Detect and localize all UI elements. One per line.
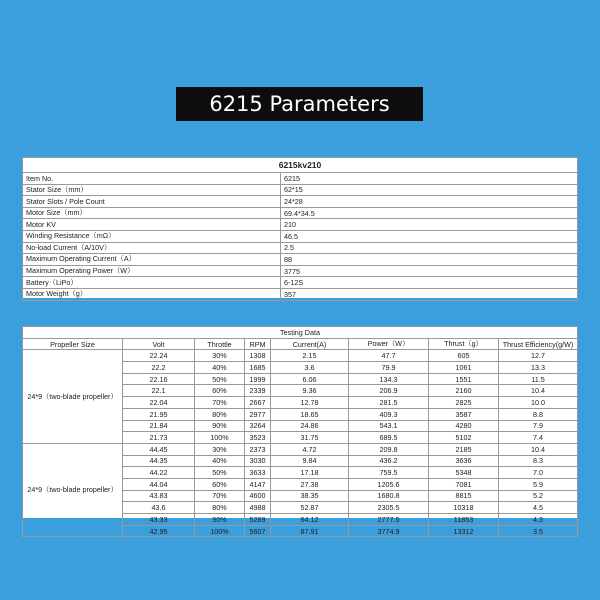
testing-cell: 9.84 [271,455,349,467]
testing-cell: 3030 [245,455,271,467]
testing-cell: 10.4 [499,443,578,455]
testing-cell: 22.1 [123,385,195,397]
testing-cell: 5102 [429,432,499,444]
testing-cell: 27.38 [271,478,349,490]
parameter-value: 69.4*34.5 [281,207,578,219]
testing-cell: 4.72 [271,443,349,455]
testing-cell: 7081 [429,478,499,490]
parameter-value: 46.5 [281,230,578,242]
testing-cell: 4147 [245,478,271,490]
testing-cell: 30% [195,350,245,362]
testing-cell: 3587 [429,408,499,420]
testing-cell: 4.3 [499,514,578,526]
parameter-value: 6-12S [281,277,578,289]
parameter-value: 24*28 [281,196,578,208]
testing-cell: 40% [195,455,245,467]
testing-cell: 22.16 [123,373,195,385]
testing-cell: 10.4 [499,385,578,397]
parameter-value: 2.5 [281,242,578,254]
testing-cell: 1061 [429,362,499,374]
parameter-value: 88 [281,254,578,266]
parameter-row [23,184,578,196]
testing-cell: 47.7 [349,350,429,362]
parameter-label: Maximum Operating Current（A） [23,254,281,266]
testing-cell: 13312 [429,525,499,537]
testing-cell: 100% [195,525,245,537]
testing-data-panel [22,326,578,536]
testing-cell: 31.75 [271,432,349,444]
testing-cell: 70% [195,397,245,409]
parameter-label: No-load Current（A/10V） [23,242,281,254]
testing-header-cell: Thrust Efficiency(g/W) [499,338,578,350]
testing-cell: 22.2 [123,362,195,374]
testing-cell: 70% [195,490,245,502]
parameters-table [22,157,578,301]
testing-cell: 543.1 [349,420,429,432]
testing-cell: 87.91 [271,525,349,537]
parameter-value: 210 [281,219,578,231]
testing-cell: 3.6 [271,362,349,374]
propeller-size-cell: 24*9（two-blade propeller） [23,350,123,444]
testing-cell: 7.0 [499,467,578,479]
testing-cell: 5289 [245,514,271,526]
propeller-size-cell: 24*9（two-blade propeller） [23,443,123,537]
testing-cell: 64.12 [271,514,349,526]
testing-cell: 21.84 [123,420,195,432]
page-title: 6215 Parameters [176,87,423,121]
testing-cell: 2185 [429,443,499,455]
testing-header-cell: Throttle [195,338,245,350]
testing-cell: 90% [195,420,245,432]
testing-cell: 134.3 [349,373,429,385]
parameter-row [23,254,578,266]
testing-cell: 22.24 [123,350,195,362]
testing-cell: 2977 [245,408,271,420]
parameter-label: Stator Size（mm） [23,184,281,196]
testing-cell: 12.7 [499,350,578,362]
testing-cell: 1680.8 [349,490,429,502]
parameters-panel [22,157,578,298]
testing-cell: 3.5 [499,525,578,537]
testing-cell: 3774.9 [349,525,429,537]
parameters-heading-row [23,158,578,173]
testing-cell: 52.87 [271,502,349,514]
testing-row [23,443,578,455]
testing-cell: 44.35 [123,455,195,467]
testing-cell: 1551 [429,373,499,385]
testing-data-table [22,326,578,537]
testing-cell: 40% [195,362,245,374]
testing-cell: 80% [195,502,245,514]
testing-cell: 206.9 [349,385,429,397]
testing-cell: 689.5 [349,432,429,444]
testing-cell: 4280 [429,420,499,432]
testing-cell: 2305.5 [349,502,429,514]
testing-cell: 1308 [245,350,271,362]
testing-header-cell: RPM [245,338,271,350]
testing-cell: 42.95 [123,525,195,537]
testing-cell: 44.04 [123,478,195,490]
testing-cell: 21.95 [123,408,195,420]
parameter-value: 3775 [281,265,578,277]
testing-cell: 3633 [245,467,271,479]
testing-cell: 3264 [245,420,271,432]
parameter-label: Stator Slots / Pole Count [23,196,281,208]
testing-caption: Testing Data [23,327,578,339]
testing-row [23,350,578,362]
testing-cell: 60% [195,385,245,397]
testing-cell: 11853 [429,514,499,526]
parameter-label: Motor Size（mm） [23,207,281,219]
testing-cell: 7.9 [499,420,578,432]
testing-cell: 1685 [245,362,271,374]
parameter-row [23,230,578,242]
testing-caption-row [23,327,578,339]
parameter-label: Maximum Operating Power（W） [23,265,281,277]
testing-cell: 43.33 [123,514,195,526]
parameters-heading: 6215kv210 [23,158,578,173]
testing-header-cell: Power（W） [349,338,429,350]
parameter-row [23,219,578,231]
testing-cell: 17.18 [271,467,349,479]
testing-cell: 2160 [429,385,499,397]
testing-cell: 6.06 [271,373,349,385]
testing-cell: 409.3 [349,408,429,420]
testing-cell: 5.2 [499,490,578,502]
testing-cell: 4600 [245,490,271,502]
testing-cell: 2777.5 [349,514,429,526]
testing-cell: 44.45 [123,443,195,455]
testing-cell: 50% [195,373,245,385]
testing-cell: 44.22 [123,467,195,479]
parameter-value: 6215 [281,173,578,185]
testing-cell: 18.65 [271,408,349,420]
testing-cell: 2.15 [271,350,349,362]
testing-cell: 11.5 [499,373,578,385]
testing-cell: 2667 [245,397,271,409]
parameter-row [23,265,578,277]
testing-cell: 10318 [429,502,499,514]
testing-cell: 5348 [429,467,499,479]
testing-cell: 100% [195,432,245,444]
testing-cell: 2825 [429,397,499,409]
testing-cell: 30% [195,443,245,455]
testing-header-row [23,338,578,350]
parameter-value: 357 [281,288,578,300]
testing-cell: 8815 [429,490,499,502]
testing-cell: 50% [195,467,245,479]
testing-cell: 2373 [245,443,271,455]
parameter-row [23,242,578,254]
testing-cell: 43.6 [123,502,195,514]
testing-cell: 7.4 [499,432,578,444]
testing-header-cell: Current(A) [271,338,349,350]
parameter-label: Battery（LiPo） [23,277,281,289]
parameter-row [23,207,578,219]
testing-cell: 4.5 [499,502,578,514]
testing-header-cell: Thrust（g） [429,338,499,350]
testing-cell: 1205.6 [349,478,429,490]
parameter-row [23,288,578,300]
testing-cell: 43.83 [123,490,195,502]
parameter-row [23,173,578,185]
testing-cell: 605 [429,350,499,362]
parameter-label: Motor Weight（g） [23,288,281,300]
testing-cell: 4988 [245,502,271,514]
parameter-value: 62*15 [281,184,578,196]
testing-cell: 38.35 [271,490,349,502]
testing-cell: 22.04 [123,397,195,409]
parameter-row [23,196,578,208]
testing-cell: 3636 [429,455,499,467]
testing-cell: 5607 [245,525,271,537]
testing-cell: 436.2 [349,455,429,467]
testing-cell: 60% [195,478,245,490]
testing-cell: 281.5 [349,397,429,409]
parameter-label: Motor KV [23,219,281,231]
testing-cell: 8.8 [499,408,578,420]
parameter-label: Winding Resistance（mΩ） [23,230,281,242]
testing-cell: 12.78 [271,397,349,409]
parameter-row [23,277,578,289]
testing-cell: 759.5 [349,467,429,479]
parameter-label: Item No. [23,173,281,185]
testing-cell: 21.73 [123,432,195,444]
testing-cell: 3523 [245,432,271,444]
testing-cell: 209.8 [349,443,429,455]
testing-cell: 80% [195,408,245,420]
testing-cell: 24.86 [271,420,349,432]
testing-cell: 13.3 [499,362,578,374]
testing-cell: 1999 [245,373,271,385]
testing-cell: 2339 [245,385,271,397]
testing-cell: 9.36 [271,385,349,397]
testing-cell: 10.0 [499,397,578,409]
testing-header-cell: Volt [123,338,195,350]
testing-header-cell: Propeller Size [23,338,123,350]
testing-cell: 90% [195,514,245,526]
testing-cell: 5.9 [499,478,578,490]
testing-cell: 8.3 [499,455,578,467]
testing-cell: 79.9 [349,362,429,374]
